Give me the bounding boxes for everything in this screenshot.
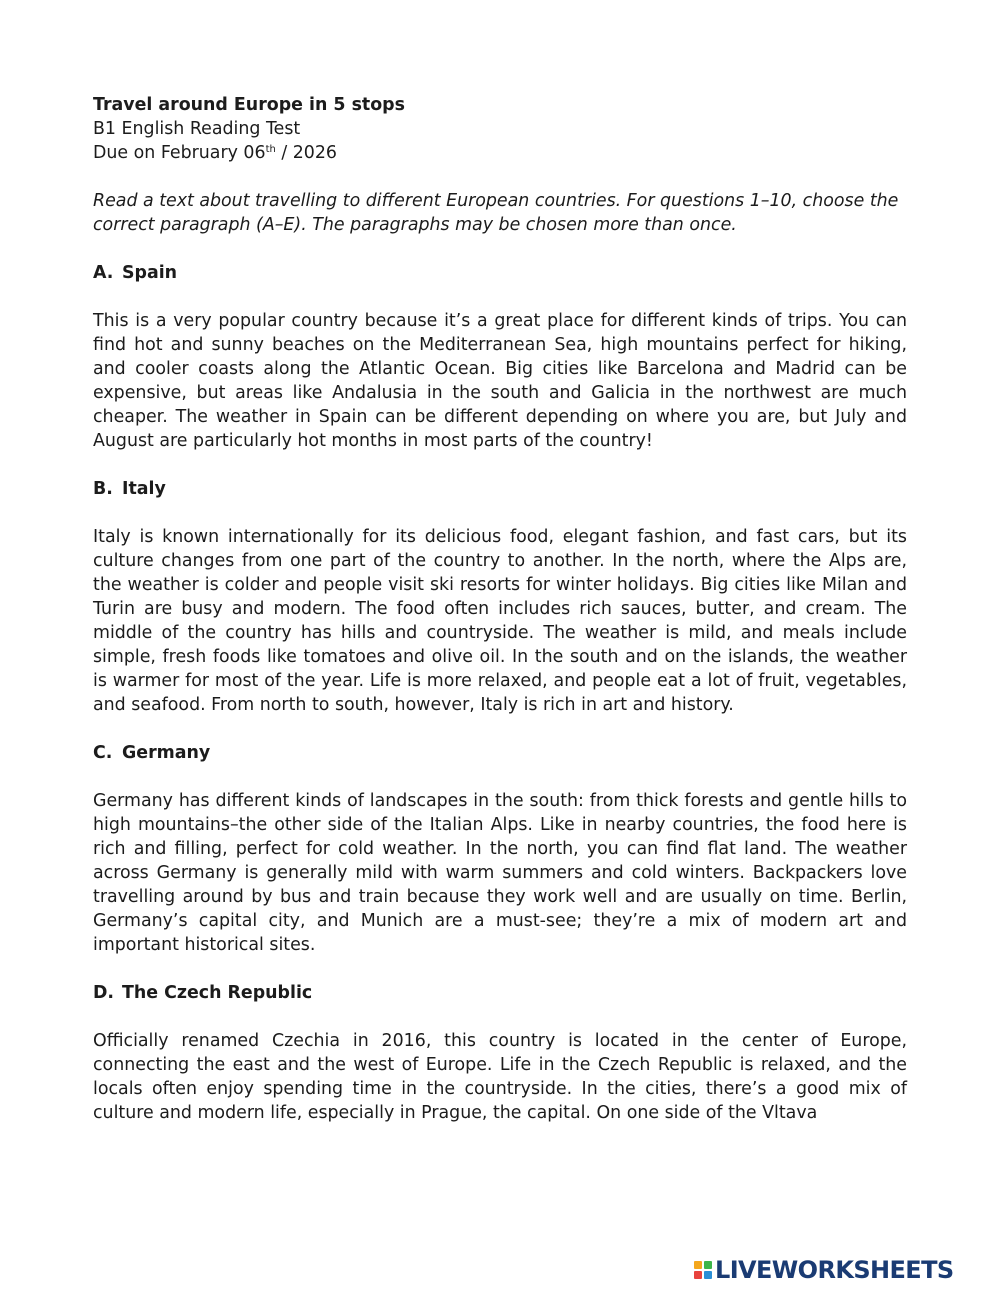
section-heading-b [93,477,907,501]
liveworksheets-logo[interactable] [694,1257,954,1283]
section-letter: B. [93,479,113,499]
instructions: Read a text about travelling to different European countries. For questions 1–10, choose the correct paragraph (A–E). The paragraphs may be chosen more than once. [93,191,899,235]
worksheet-subtitle: B1 English Reading Test [93,119,301,139]
section-text-a: This is a very popular country because it’s a great place for different kinds of trips. You can find hot and sunny beaches on the Mediterranean Sea, high mountains perfect for hiking, and cooler coasts along the Atlantic Ocean. Big cities like Barcelona and Madrid can be expensive, but areas like Andalusia in the south and Galicia in the northwest are much cheaper. The weather in Spain can be different depending on where you are, but July and August are particularly hot months in most parts of the country! [93,311,907,451]
worksheet-title: Travel around Europe in 5 stops [93,95,405,115]
section-name: Germany [122,743,211,763]
section-letter: C. [93,743,113,763]
logo-square [694,1271,702,1279]
due-date-prefix: Due on February 06 [93,143,266,163]
logo-squares-icon [694,1261,712,1279]
logo-text: LIVEWORKSHEETS [715,1256,954,1284]
due-date-superscript: th [265,144,276,155]
worksheet-page [93,93,907,1125]
section-letter: A. [93,263,114,283]
logo-square [694,1261,702,1269]
logo-square [704,1271,712,1279]
section-heading-a [93,261,907,285]
section-heading-c [93,741,907,765]
section-text-b: Italy is known internationally for its delicious food, elegant fashion, and fast cars, but its culture changes from one part of the country to another. In the north, where the Alps are, the weather is colder and people visit ski resorts for winter holidays. Big cities like Milan and Turin are busy and modern. The food often includes rich sauces, butter, and cream. The middle of the country has hills and countryside. The weather is mild, and meals include simple, fresh foods like tomatoes and olive oil. In the south and on the islands, the weather is warmer for most of the year. Life is more relaxed, and people eat a lot of fruit, vegetables, and seafood. From north to south, however, Italy is rich in art and history. [93,527,907,715]
section-name: Italy [122,479,166,499]
section-text-c: Germany has different kinds of landscapes in the south: from thick forests and gentle hills to high mountains–the other side of the Italian Alps. Like in nearby countries, the food here is rich and filling, perfect for cold weather. In the north, you can find flat land. The weather across Germany is generally mild with warm summers and cold winters. Backpackers love travelling around by bus and train because they work well and are usually on time. Berlin, Germany’s capital city, and Munich are a must-see; they’re a mix of modern art and important historical sites. [93,791,907,955]
logo-square [704,1261,712,1269]
section-letter: D. [93,983,115,1003]
section-name: Spain [122,263,178,283]
section-text-d: Officially renamed Czechia in 2016, this country is located in the center of Europe, connecting the east and the west of Europe. Life in the Czech Republic is relaxed, and the locals often enjoy spending time in the countryside. In the cities, there’s a good mix of culture and modern life, especially in Prague, the capital. On one side of the Vltava [93,1031,907,1123]
section-name: The Czech Republic [122,983,313,1003]
due-date [93,141,907,165]
section-heading-d [93,981,907,1005]
due-date-suffix: / 2026 [275,143,338,163]
